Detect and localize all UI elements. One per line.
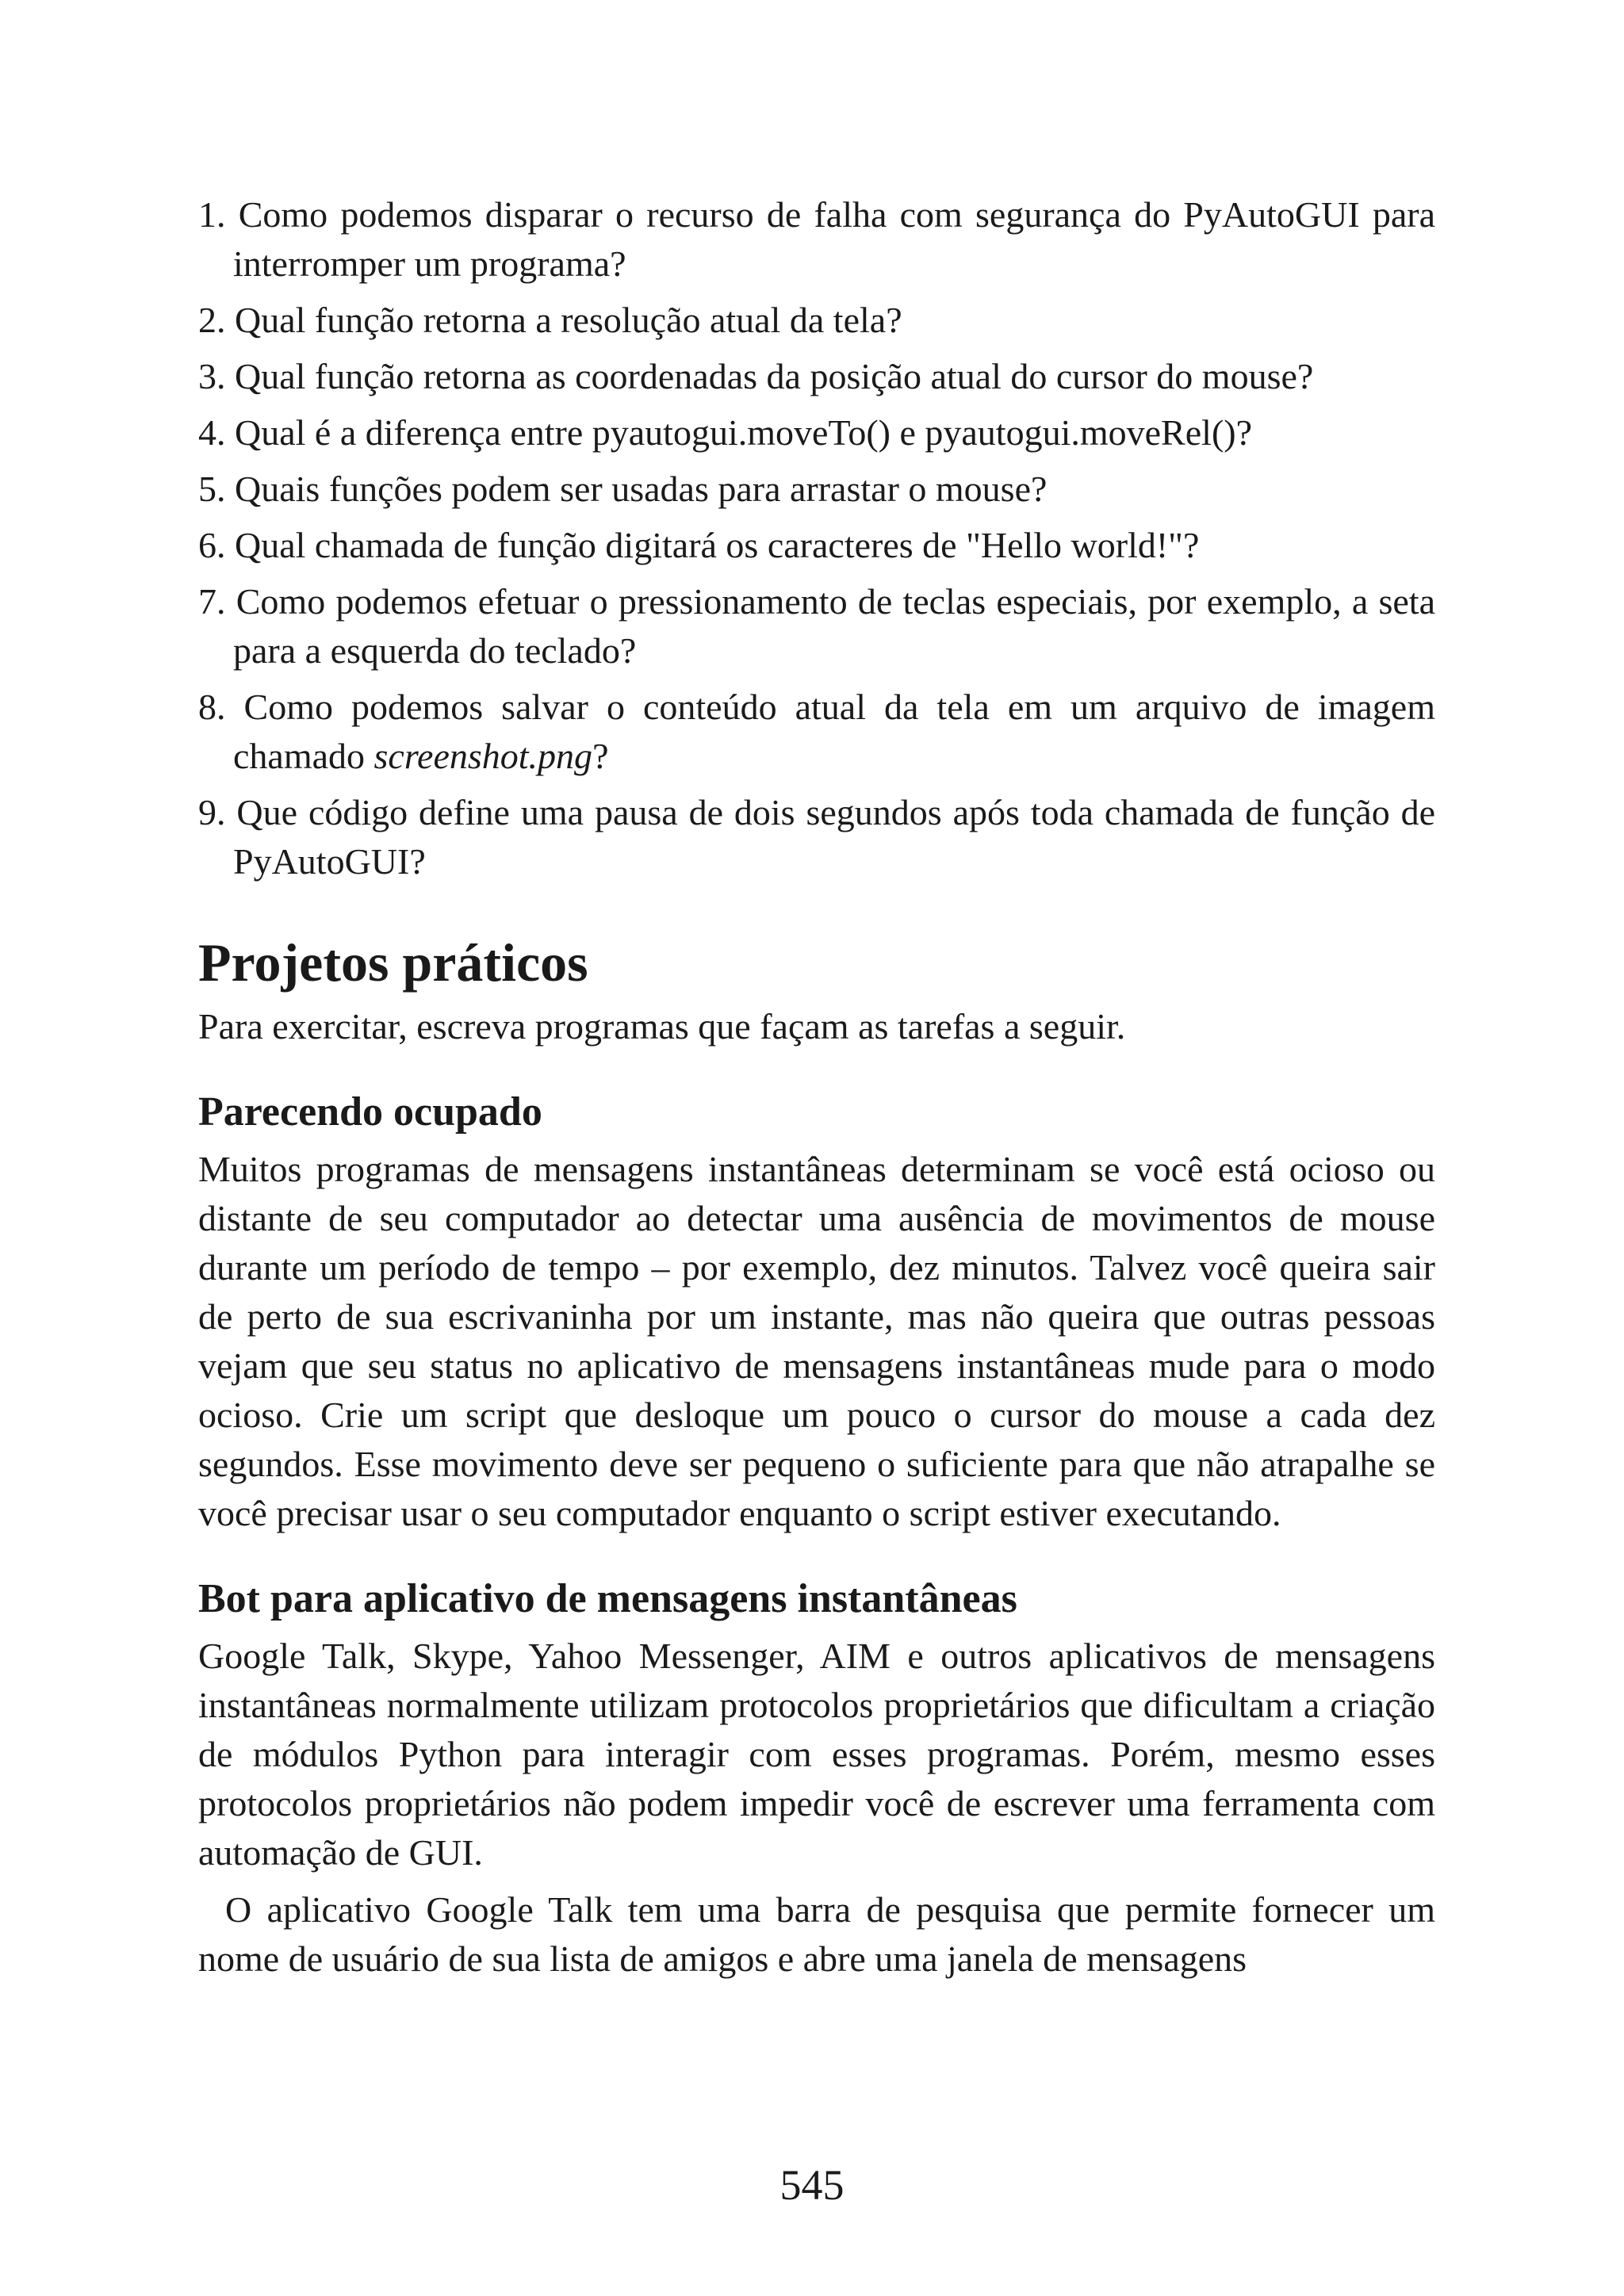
projects-intro: Para exercitar, escreva programas que façam as tarefas a seguir. [198, 1006, 1126, 1047]
question-item [198, 465, 1435, 514]
question-text: Que código define uma pausa de dois segundos após toda chamada de função de PyAutoGUI? [233, 792, 1436, 882]
subsection-heading-bot: Bot para aplicativo de mensagens instantâneas [198, 1576, 1017, 1621]
question-item [198, 190, 1435, 289]
question-number: 9. [198, 792, 226, 832]
question-text: Qual chamada de função digitará os caracteres de "Hello world!"? [235, 525, 1200, 565]
question-text: Qual função retorna as coordenadas da posição atual do cursor do mouse? [235, 356, 1314, 396]
question-text-before: Como podemos salvar o conteúdo atual da tela em um arquivo de imagem chamado [233, 687, 1435, 776]
question-number: 3. [198, 356, 226, 396]
subsection-heading-busy: Parecendo ocupado [198, 1089, 542, 1135]
question-text: Como podemos disparar o recurso de falha com segurança do PyAutoGUI para interromper um programa? [233, 194, 1436, 284]
question-text: Quais funções podem ser usadas para arrastar o mouse? [235, 469, 1048, 509]
question-item [198, 577, 1435, 675]
question-text: Como podemos efetuar o pressionamento de teclas especiais, por exemplo, a seta para a esquerda do teclado? [233, 581, 1436, 671]
question-number: 7. [198, 581, 226, 622]
review-questions-list [198, 190, 1435, 886]
question-item [198, 788, 1435, 886]
busy-paragraph: Muitos programas de mensagens instantâneas determinam se você está ocioso ou distante de seu computador ao detectar uma ausência de movimentos de mouse durante um período de tempo – por exemplo, dez minutos. Talvez você queira sair de perto de sua escrivaninha por um instante, mas não queira que outras pessoas vejam que seu status no aplicativo de mensagens instantâneas mude para o modo ocioso. Crie um script que desloque um pouco o cursor do mouse a cada dez segundos. Esse movimento deve ser pequeno o suficiente para que não atrapalhe se você precisar usar o seu computador enquanto o script estiver executando. [198, 1149, 1435, 1533]
question-number: 4. [198, 412, 226, 453]
question-item [198, 408, 1435, 457]
question-text: Qual é a diferença entre pyautogui.moveTo() e pyautogui.moveRel()? [235, 412, 1252, 453]
question-item [198, 683, 1435, 781]
page-body [198, 190, 1435, 1984]
section-heading-projects: Projetos práticos [198, 932, 588, 993]
question-item [198, 352, 1435, 401]
question-text: Qual função retorna a resolução atual da tela? [235, 300, 902, 340]
question-number: 1. [198, 194, 226, 235]
question-number: 5. [198, 469, 226, 509]
bot-paragraph-2: O aplicativo Google Talk tem uma barra de pesquisa que permite fornecer um nome de usuário de sua lista de amigos e abre uma janela de mensagens [198, 1889, 1435, 1979]
question-text-after: ? [592, 736, 609, 776]
question-number: 8. [198, 687, 226, 727]
bot-paragraph-1: Google Talk, Skype, Yahoo Messenger, AIM e outros aplicativos de mensagens instantâneas normalmente utilizam protocolos proprietários que dificultam a criação de módulos Python para interagir com esses programas. Porém, mesmo esses protocolos proprietários não podem impedir você de escrever uma ferramenta com automação de GUI. [198, 1636, 1435, 1873]
question-number: 6. [198, 525, 226, 565]
question-item [198, 521, 1435, 570]
filename-italic: screenshot.png [373, 736, 593, 776]
page-number: 545 [779, 2161, 845, 2209]
question-number: 2. [198, 300, 226, 340]
question-item [198, 296, 1435, 345]
